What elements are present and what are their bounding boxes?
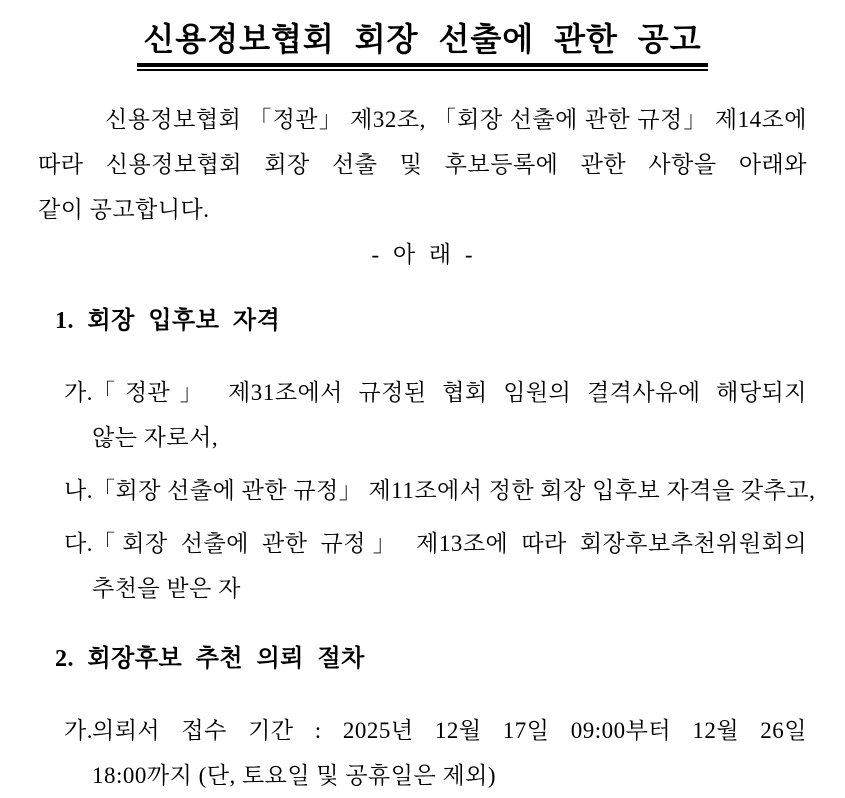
item-line: 「회장 선출에 관한 규정」 제11조에서 정한 회장 입후보 자격을 갖추고, (92, 478, 816, 503)
item-line: 않는 자로서, (92, 425, 219, 450)
title-double-underline (137, 18, 707, 71)
section-2-heading: 2. 회장후보 추천 의뢰 절차 (55, 646, 365, 672)
document-title: 신용정보협회 회장 선출에 관한 공고 (137, 18, 707, 67)
section-2 (38, 642, 807, 798)
intro-paragraph (38, 97, 807, 232)
below-label: - 아 래 - (371, 242, 474, 267)
item-marker: 다. (64, 531, 93, 556)
item-marker: 가. (64, 380, 93, 405)
list-item-1-da (38, 521, 807, 611)
item-line: 의뢰서 접수 기간 : 2025년 12월 17일 09:00부터 12월 26일 (92, 718, 807, 743)
item-marker: 나. (64, 478, 93, 503)
item-line: 「회장 선출에 관한 규정」 제13조에 따라 회장후보추천위원회의 (92, 531, 807, 556)
list-item-2-ga (38, 708, 807, 798)
item-line: 18:00까지 (단, 토요일 및 공휴일은 제외) (92, 763, 497, 788)
intro-line-2: 따라 신용정보협회 회장 선출 및 후보등록에 관한 사항을 아래와 (38, 152, 807, 177)
announcement-document (38, 18, 816, 798)
item-line: 추천을 받은 자 (92, 576, 241, 601)
intro-line-1: 신용정보협회 「정관」 제32조, 「회장 선출에 관한 규정」 제14조에 (105, 107, 807, 132)
intro-line-3: 같이 공고합니다. (38, 197, 210, 222)
title-block (38, 18, 807, 71)
list-item-1-ga (38, 370, 807, 460)
item-line: 「정관」 제31조에서 규정된 협회 임원의 결격사유에 해당되지 (92, 380, 807, 405)
item-marker: 가. (64, 718, 93, 743)
list-item-1-na (38, 468, 816, 513)
section-1-heading: 1. 회장 입후보 자격 (55, 308, 281, 334)
section-1 (38, 304, 816, 611)
